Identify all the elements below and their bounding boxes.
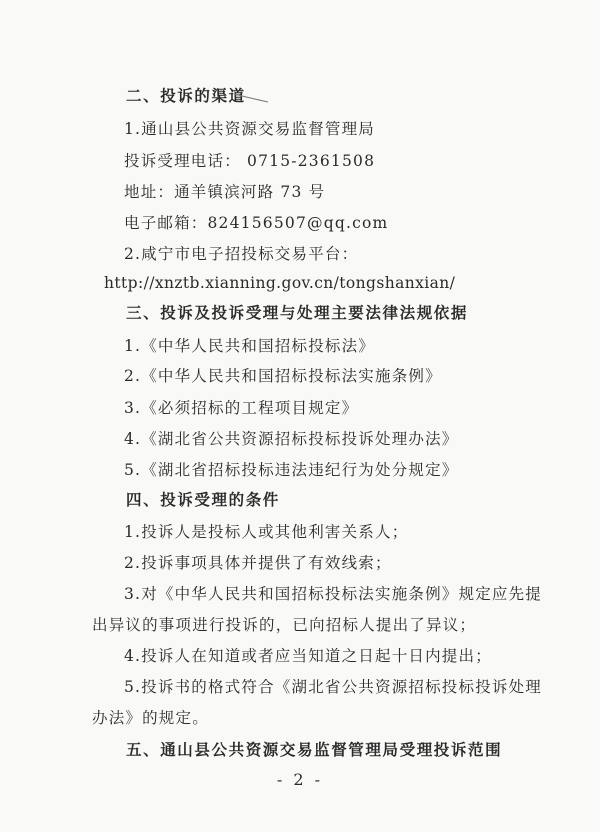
platform-url: http://xnztb.xianning.gov.cn/tongshanxian/ <box>104 274 456 292</box>
law-item-4: 4.《湖北省公共资源招标投标投诉处理办法》 <box>124 430 459 448</box>
page-number: - 2 - <box>276 770 324 789</box>
section-heading-complaint-channels: 二、投诉的渠道 <box>126 86 246 105</box>
condition-1: 1.投诉人是投标人或其他利害关系人； <box>124 523 409 541</box>
condition-2: 2.投诉事项具体并提供了有效线索； <box>124 554 392 572</box>
address: 地址：通羊镇滨河路 73 号 <box>124 183 326 201</box>
law-item-2: 2.《中华人民共和国招标投标法实施条例》 <box>124 367 442 385</box>
complaint-phone: 投诉受理电话： 0715-2361508 <box>124 152 376 170</box>
law-item-1: 1.《中华人民共和国招标投标法》 <box>124 337 375 355</box>
section-heading-conditions: 四、投诉受理的条件 <box>126 490 280 509</box>
channel-1-title: 1.通山县公共资源交易监督管理局 <box>124 120 375 138</box>
email: 电子邮箱：824156507@qq.com <box>124 214 389 232</box>
condition-3-line-1: 3.对《中华人民共和国招标投标法实施条例》规定应先提 <box>124 585 542 603</box>
law-item-5: 5.《湖北省招标投标违法违纪行为处分规定》 <box>124 461 459 479</box>
condition-3-line-2: 出异议的事项进行投诉的，已向招标人提出了异议； <box>92 616 477 634</box>
section-heading-scope: 五、通山县公共资源交易监督管理局受理投诉范围 <box>126 740 503 759</box>
condition-5-line-1: 5.投诉书的格式符合《湖北省公共资源招标投标投诉处理 <box>124 678 542 696</box>
law-item-3: 3.《必须招标的工程项目规定》 <box>124 399 359 417</box>
pen-mark <box>232 90 272 104</box>
condition-5-line-2: 办法》的规定。 <box>92 709 209 727</box>
channel-2-title: 2.咸宁市电子招投标交易平台： <box>124 245 359 263</box>
condition-4: 4.投诉人在知道或者应当知道之日起十日内提出； <box>124 647 492 665</box>
section-heading-legal-basis: 三、投诉及投诉受理与处理主要法律法规依据 <box>126 303 469 322</box>
